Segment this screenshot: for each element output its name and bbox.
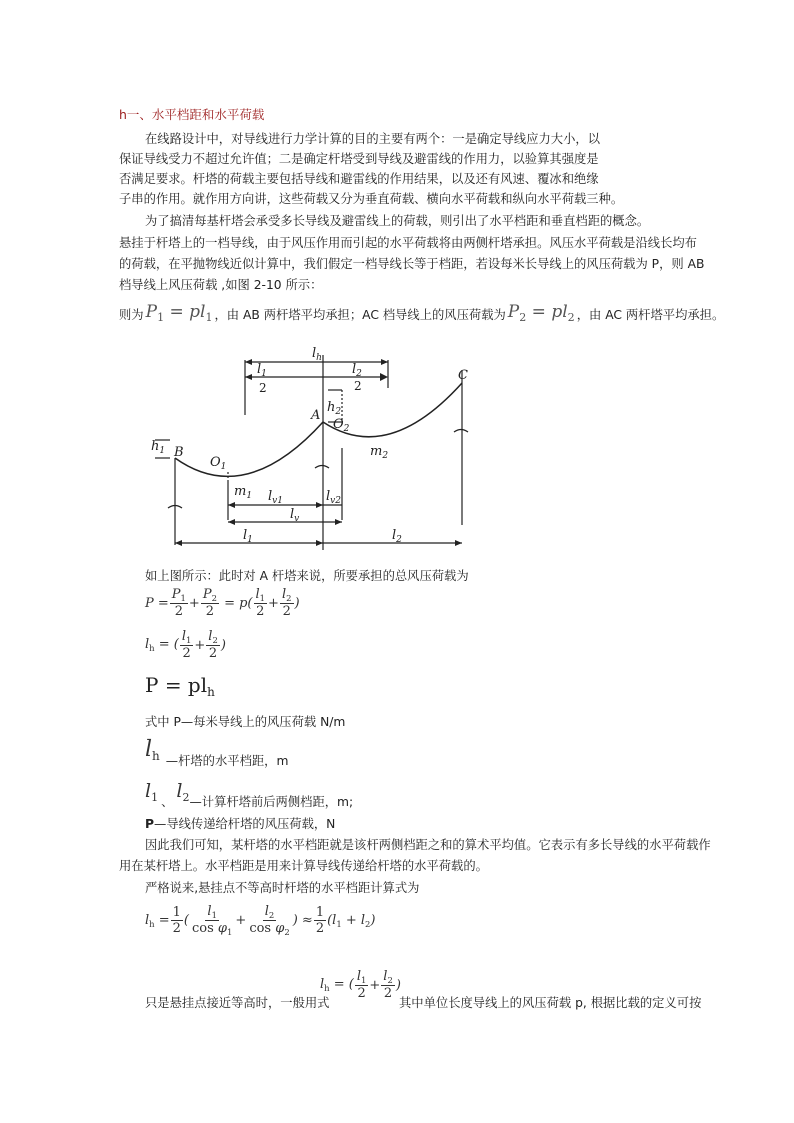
then-prefix: 则为	[119, 307, 144, 322]
def-l12-sep: 、	[161, 794, 174, 809]
formula-inline-lh: $l_h$ = ( $\frac{l_1}{2}$ + $\frac{l_2}{2}$ )	[320, 969, 401, 1002]
then-line	[119, 302, 725, 325]
label-half-l2-den: 2	[354, 379, 362, 393]
label-lh: l	[312, 346, 317, 361]
label-l2: l	[392, 528, 397, 543]
label-half-l2-sub: 2	[356, 369, 362, 379]
then-suffix: ，由 AC 两杆塔平均承担。	[576, 307, 725, 322]
label-o1-sub: 1	[220, 462, 227, 472]
def-lh-symbol: $l_h$	[145, 737, 160, 764]
para3-line3: 档导线上风压荷载 ,如图 2-10 所示：	[119, 278, 323, 292]
label-half-l1-den: 2	[259, 381, 267, 395]
label-o2: O	[333, 417, 344, 432]
last-line-prefix: 只是悬挂点接近等高时，一般用式	[145, 996, 330, 1010]
label-lv2-sub: v2	[330, 496, 341, 506]
para6: 严格说来,悬挂点不等高时杆塔的水平档距计算式为	[145, 881, 420, 895]
svg-text:h2	[327, 400, 341, 417]
last-line-suffix: 其中单位长度导线上的风压荷载 p, 根据比载的定义可按	[399, 996, 702, 1010]
svg-text:l2	[352, 362, 362, 379]
formula-strict: $l_h$ = $\frac{1}{2}$ ( $\frac{l_1}{\cos \varphi_1}$ + $\frac{l_2}{\cos \varphi_2}$ ) ≈ $\frac{1}{2}$ $(l_1 + l_2)$	[145, 904, 376, 938]
def-l12-text: —计算杆塔前后两侧档距，m;	[189, 794, 354, 809]
svg-text:O2	[333, 417, 350, 434]
def-l2-symbol: $l_2$	[176, 780, 190, 804]
para1-line4: 子串的作用。就作用方向讲，这些荷载又分为垂直荷载、横向水平荷载和纵向水平荷载三种。	[119, 192, 624, 206]
span-diagram	[140, 340, 500, 555]
formula-p2: $P_2 = pl_2$	[507, 302, 575, 324]
label-lv-sub: v	[294, 514, 300, 524]
svg-text:l1	[243, 528, 253, 545]
para2: 为了搞清每基杆塔会承受多长导线及避雷线上的荷载，则引出了水平档距和垂直档距的概念。	[145, 214, 650, 228]
label-l1: l	[243, 528, 248, 543]
svg-text:m2	[370, 444, 388, 461]
label-lv1: l	[268, 489, 273, 504]
def-p-line	[145, 817, 335, 831]
svg-text:lv1	[268, 489, 283, 506]
label-lv: l	[290, 507, 295, 522]
formula-p1: $P_1 = pl_1$	[145, 302, 213, 324]
para3-line1: 悬挂于杆塔上的一档导线，由于风压作用而引起的水平荷载将由两侧杆塔承担。风压水平荷载是沿线长均布	[119, 236, 697, 250]
para5-line1: 因此我们可知，某杆塔的水平档距就是该杆两侧档距之和的算术平均值。它表示有多长导线的水平荷载作	[145, 838, 711, 852]
label-a: A	[311, 408, 321, 423]
label-half-l1-sub: 1	[261, 369, 267, 379]
def-p-text: —导线传递给杆塔的风压荷载，N	[154, 817, 336, 831]
para4: 如上图所示：此时对 A 杆塔来说，所要承担的总风压荷载为	[145, 569, 469, 583]
para1-line2: 保证导线受力不超过允许值；二是确定杆塔受到导线及避雷线的作用力，以验算其强度是	[119, 152, 599, 166]
label-lv2: l	[326, 489, 331, 504]
para1-line3: 否满足要求。杆塔的荷载主要包括导线和避雷线的作用结果，以及还有风速、覆冰和绝缘	[119, 172, 599, 186]
svg-text:l1	[257, 362, 267, 379]
label-h2-sub: 2	[335, 407, 342, 417]
formula-big-text: P = pl	[145, 673, 208, 697]
where-line: 式中 P—每米导线上的风压荷载 N/m	[145, 715, 346, 729]
label-l1-sub: 1	[247, 535, 253, 545]
label-o2-sub: 2	[343, 424, 350, 434]
label-half-l2: l	[352, 362, 357, 377]
then-mid: ，由 AB 两杆塔平均承担；AC 档导线上的风压荷载为	[214, 307, 506, 322]
label-h2: h	[327, 400, 336, 415]
label-m2-sub: 2	[382, 451, 389, 461]
def-p-symbol: P	[145, 817, 155, 831]
formula-big	[145, 673, 215, 699]
label-h1-sub: 1	[159, 446, 166, 456]
def-lh-text: —杆塔的水平档距，m	[165, 754, 289, 769]
label-l2-sub: 2	[396, 535, 402, 545]
label-c: C	[458, 368, 468, 383]
label-half-l1: l	[257, 362, 262, 377]
para1-line1: 在线路设计中，对导线进行力学计算的目的主要有两个：一是确定导线应力大小，以	[145, 132, 600, 146]
svg-text:m1	[234, 484, 252, 501]
svg-text:lv	[290, 507, 299, 524]
label-m1: m	[234, 484, 247, 499]
def-l12-line	[145, 780, 353, 809]
def-lh-line	[145, 738, 288, 768]
section-heading: h一、水平档距和水平荷载	[119, 107, 265, 122]
svg-text:h1	[151, 439, 165, 456]
label-m1-sub: 1	[246, 491, 253, 501]
para3-line2: 的荷载，在平抛物线近似计算中，我们假定一档导线长等于档距，若设每米长导线上的风压荷载为 P，则 AB	[119, 257, 705, 271]
label-b: B	[174, 445, 184, 460]
svg-text:O1	[210, 455, 226, 472]
svg-text:lh	[312, 346, 322, 363]
label-o1: O	[210, 455, 221, 470]
def-l1-symbol: $l_1$	[145, 780, 159, 804]
svg-text:l2	[392, 528, 402, 545]
label-h1: h	[151, 439, 160, 454]
label-m2: m	[370, 444, 383, 459]
para5-line2: 用在某杆塔上。水平档距是用来计算导线传递给杆塔的水平荷载的。	[119, 859, 488, 873]
formula-total-load: P = $\frac{P_1}{2}$ + $\frac{P_2}{2}$ = p( $\frac{l_1}{2}$ + $\frac{l_2}{2}$ )	[145, 587, 300, 620]
label-lh-sub: h	[316, 353, 322, 363]
svg-text:lv2	[326, 489, 341, 506]
formula-big-sub: h	[207, 685, 215, 700]
label-lv1-sub: v1	[272, 496, 283, 506]
formula-horizontal-span: $l_h$ = ( $\frac{l_1}{2}$ + $\frac{l_2}{2}$ )	[145, 629, 226, 662]
